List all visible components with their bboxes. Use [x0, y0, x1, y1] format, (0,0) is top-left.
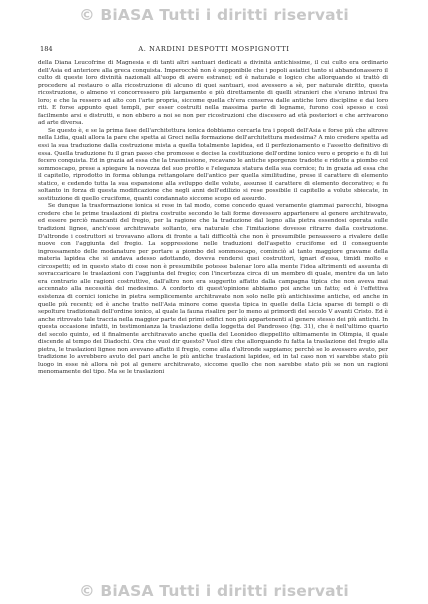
paragraph-1: della Diana Leucofrine di Magnesia e di tanti altri santuari dedicati a divinità antichissime, il cui culto era ordinario dell'Asia ed anteriore alla greca conquista. Imperocchè non è supponibile che i popoli asiatici tanto si abbandonassero il culto di queste loro divinità nazionali all'uopo di avere estranei; ed è naturale e logico che allorquando si trattò di procedere al restauro o alla ricostruzione di alcuno di quei santuari, essi avessero a sè, per naturale diritto, questa ricostruzione, o almeno vi concorressero più largamente e più direttamente di quelli stranieri che s'erano intrusi fra loro; e che la ressero ad alto con l'arte propria, siccome quella ch'era conserva dalle antiche loro discipline e dai loro riti. E forse appunto quei templi, per esser costruiti nella massima parte di legname, furono così spesso e così facilmente arsi e distrutti, e non ebbero a noi se non per ricostruzioni che discesero ad età posteriori e che arrivarono ad arte diversa. — [38, 60, 388, 127]
body-text — [38, 60, 388, 580]
paragraph-3: Se dunque la trasformazione ionica si rese in tal modo, come concedo quasi veramente giammai parecchi, bisogna credere che le prime traslazioni di pietra costruite secondo le tali forme dovessero appartenere al genere architravato, ed essere perciò mancanti del fregio, per la ragione che la traduzione dal legno alla pietra essendosi operata sulle tradizioni lignee, anch'esse architravate soltanto, era naturale che l'imitazione dovesse ritrarre dalla costruzione. D'altronde i costruttori si trovavano allora di fronte a tali difficoltà che non è presumibile pensassero a rivalere delle nuove con l'aggiunta del fregio. La soppressione nelle traduzioni dell'aspetto crucifome ed il conseguente ingrossamento delle modanature per portare a piombo del sommoscapo, cominciò al tanto maggiore gravame della materia lapidea che si andava adesso adottando, doveva rendersi quei costruttori, ignari d'essa, timidi molto e circospetti; ed in questo stato di cose non è presumibile potesse balenar loro alla mente l'idea altrimenti ed assunta di sovraccaricare le traslazioni con l'aggiunta del fregio; con l'incertezza circa di un membro di quale, mentre da un lato era contrario alle ragioni costruttive, dall'altro non era suggerito affatto dalla campagna tipica che non aveva mai accennato alla necessità del medesimo. A conforto di quest'opinione abbiamo poi anche un fatto; ed è l'effettiva esistenza di cornici ioniche in pietra semplicemente architravate non solo nelle più antichissime antiche, ed anche in quelle più recenti; ed è anche tratto nell'Asia minore come questa tipica in quelle della Licia sparse di templi o di sepolture tradizionali dell'ordine ionico, al quale la fauna risalire per lo meno ai primordi del secolo V avanti Cristo. Ed è anche ritrovato tale traccia nella maggior parte dei primi edifici non più appartenenti al genere stesso dei più antichi. In questa occasione infatti, in testimonianza la traslazione della loggetta del Pandroseo (fig. 31), che è nell'ultimo quarto del secolo quinto, ed il finalmente architravato anche quella del Leonideo dieppellito ultimamente in Olimpia, il quale discende al tempo dei Diadochi. Ora che vuol dir questo? Vuol dire che allorquando fu fatta la traslazione del fregio alla pietra, le traslazioni lignee non avevano affatto il fregio, come alla d'altronde sappiamo; perchè se lo avessero avuto, per tradizione lo avrebbero avuto del pari anche le più antiche traslazioni lapidee, ed in tal caso non vi sarebbe stato più luogo in esse nè allora nè poi al genere architravato, siccome quello che non sarebbe stato più se non un ragioni menomamente del tipo. Ma se le traslazioni — [38, 203, 388, 376]
page-number: 184 — [40, 45, 53, 53]
page-header — [40, 45, 388, 57]
watermark-top: © BiASA Tutti i diritti riservati — [79, 6, 349, 24]
running-title: A. NARDINI DESPOTTI MOSPIGNOTTI — [138, 45, 290, 53]
watermark-bottom: © BiASA Tutti i diritti riservati — [79, 582, 349, 600]
paragraph-2: Se questo è, e se la prima fase dell'architettura ionica dobbiamo cercarla tra i popoli dell'Asia e forse più che altrove nella Lidia, quali allora la pare che spetta ai Greci nella formazione dell'architettura medesima? A mio credere spetta ad essi la sua traduzione dalla costruzione mista a quella totalmente lapidea, ed il perfezionamento e l'assetto definitivo di essa. Quella traduzione fu il gran passo che promosse e decise la costituzione dell'ordine ionico vero e proprio e fu di lui fecero conquista. Ed in grazia ad essa che la trasmissione, recavano le antiche sporgenze tradotte e ridotte a piombo col sommoscapo, prese a spiegare la novezza del suo profilo e l'eleganza statura della sua cornice; fu in grazia ad essa che il capitello, riprodotto in forma oblunga rettangolare dell'antico per quella similitudine, prese il carattere di elemento statico, e cedendo tutta la sua espansione alla sviluppo delle volute, assunse il carattere di elemento decorativo; e fu soltanto in forza di questa modificazione che negli anni dell'edilizio si rese possibile il capitello a volute sbiecate, in sostituzione di quello crucifome, quanti condannato siccome scopo ed assurdo. — [38, 127, 388, 202]
